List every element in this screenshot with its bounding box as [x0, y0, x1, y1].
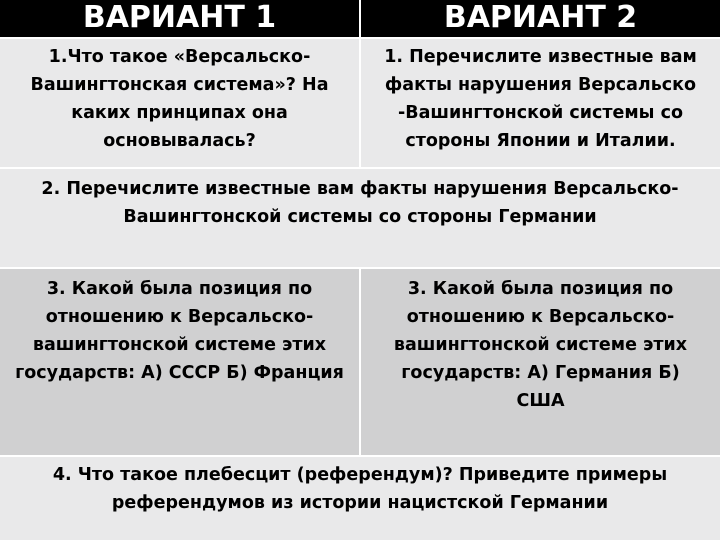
question1-variant1-text: 1.Что такое «Версальско-Вашингтонская система»? На каких принципах она основывалась? [30, 47, 329, 151]
question2-text: 2. Перечислите известные вам факты нарушения Версальско-Вашингтонской системы со стороны Германии [41, 179, 679, 227]
question4-text: 4. Что такое плебесцит (референдум)? Приведите примеры референдумов из истории нацистской Германии [52, 465, 668, 513]
variant1-title: ВАРИАНТ 1 [82, 0, 277, 35]
question2-cell [0, 169, 720, 267]
variant2-title: ВАРИАНТ 2 [443, 0, 638, 35]
question3-variant1-cell [0, 269, 359, 455]
variant1-header [0, 0, 359, 37]
question1-variant1-cell [0, 39, 359, 167]
question4-cell [0, 457, 720, 540]
variant2-header [361, 0, 720, 37]
question1-variant2-text: 1. Перечислите известные вам факты нарушения Версальско -Вашингтонской системы со стороны Японии и Италии. [384, 47, 697, 151]
question3-variant1-text: 3. Какой была позиция по отношению к Версальско-вашингтонской системе этих государств: А) СССР Б) Франция [15, 279, 344, 383]
question1-variant2-cell [361, 39, 720, 167]
question3-variant2-text: 3. Какой была позиция по отношению к Версальско-вашингтонской системе этих государств: А) Германия Б) США [393, 279, 688, 411]
question3-variant2-cell [361, 269, 720, 455]
